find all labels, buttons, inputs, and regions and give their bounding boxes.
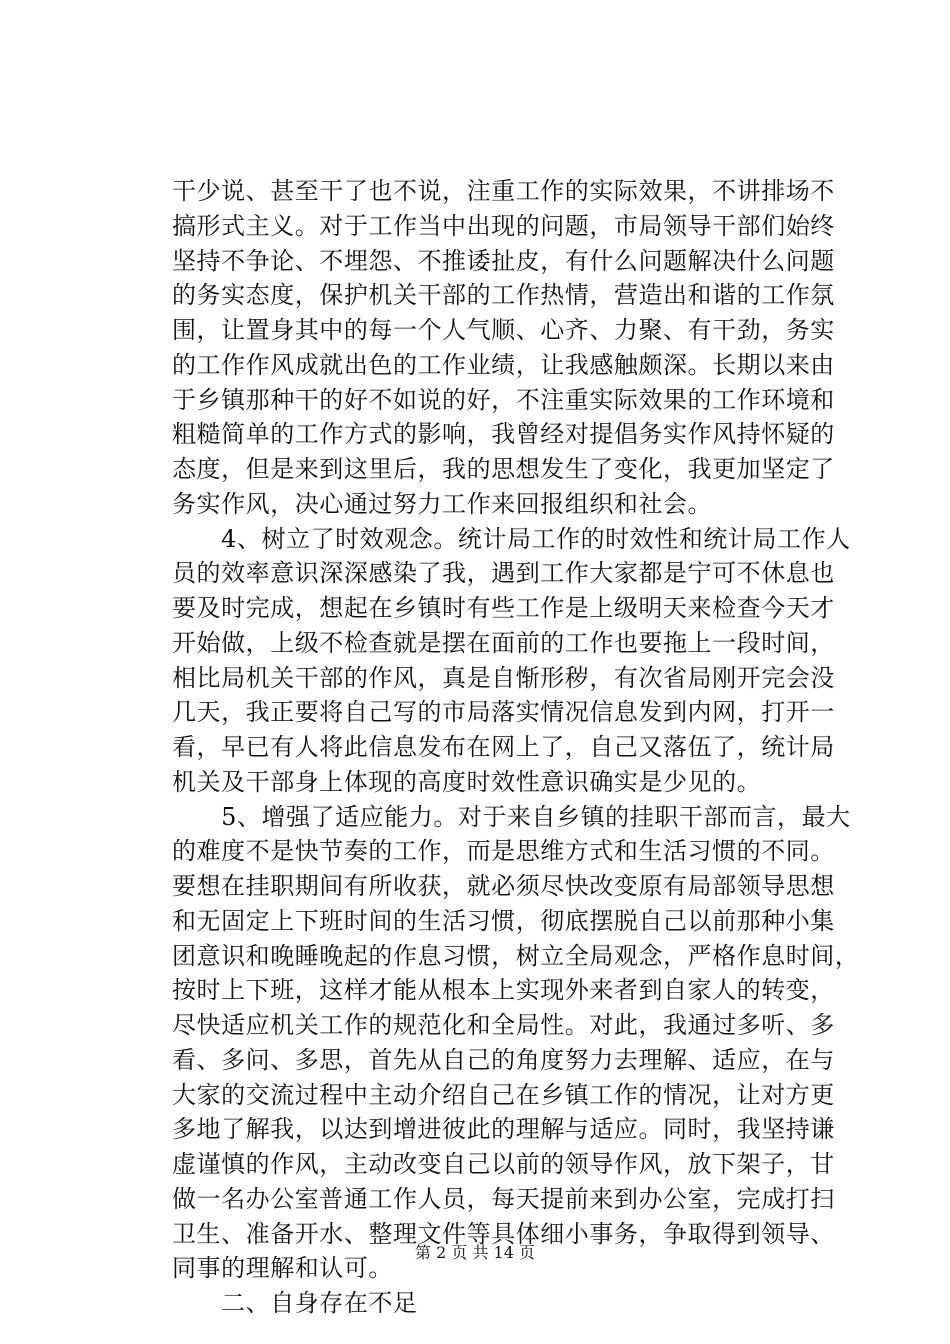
text-line: 尽快适应机关工作的规范化和全局性。对此，我通过多听、多	[172, 1011, 835, 1039]
text-line: 于乡镇那种干的好不如说的好，不注重实际效果的工作环境和	[172, 385, 835, 414]
text-line: 坚持不争论、不埋怨、不推诿扯皮，有什么问题解决什么问题	[172, 246, 835, 275]
text-line: 大家的交流过程中主动介绍自己在乡镇工作的情况，让对方更	[172, 1080, 835, 1109]
text-line: 搞形式主义。对于工作当中出现的问题，市局领导干部们始终	[172, 211, 835, 240]
text-line: 干少说、甚至干了也不说，注重工作的实际效果，不讲排场不	[172, 177, 835, 205]
text-line: 的工作作风成就出色的工作业绩，让我感触颇深。长期以来由	[172, 350, 835, 379]
text-line: 要及时完成，想起在乡镇时有些工作是上级明天来检查今天才	[172, 594, 835, 622]
text-line: 围，让置身其中的每一个人气顺、心齐、力聚、有干劲，务实	[172, 316, 835, 344]
text-line: 二、自身存在不足	[172, 1289, 418, 1317]
text-line: 务实作风，决心通过努力工作来回报组织和社会。	[172, 489, 713, 518]
text-line: 按时上下班，这样才能从根本上实现外来者到自家人的转变，	[172, 976, 835, 1005]
text-line: 5、增强了适应能力。对于来自乡镇的挂职干部而言，最大	[172, 802, 851, 831]
text-line: 要想在挂职期间有所收获，就必须尽快改变原有局部领导思想	[172, 872, 835, 900]
text-line: 团意识和晚睡晚起的作息习惯，树立全局观念，严格作息时间，	[172, 941, 860, 970]
text-line: 几天，我正要将自己写的市局落实情况信息发到内网，打开一	[172, 698, 835, 727]
text-line: 粗糙简单的工作方式的影响，我曾经对提倡务实作风持怀疑的	[172, 420, 835, 449]
text-line: 的难度不是快节奏的工作，而是思维方式和生活习惯的不同。	[172, 837, 835, 866]
text-line: 相比局机关干部的作风，真是自惭形秽，有次省局刚开完会没	[172, 663, 835, 692]
text-line: 的务实态度，保护机关干部的工作热情，营造出和谐的工作氛	[172, 281, 835, 310]
text-line: 开始做，上级不检查就是摆在面前的工作也要拖上一段时间，	[172, 628, 835, 657]
text-line: 4、树立了时效观念。统计局工作的时效性和统计局工作人	[172, 524, 851, 553]
text-line: 卫生、准备开水、整理文件等具体细小事务，争取得到领导、	[172, 1219, 835, 1248]
text-line: 看、多问、多思，首先从自己的角度努力去理解、适应，在与	[172, 1045, 835, 1074]
text-line: 同事的理解和认可。	[172, 1254, 393, 1283]
text-line: 做一名办公室普通工作人员，每天提前来到办公室，完成打扫	[172, 1184, 835, 1213]
text-line: 多地了解我，以达到增进彼此的理解与适应。同时，我坚持谦	[172, 1115, 835, 1144]
text-line: 态度，但是来到这里后，我的思想发生了变化，我更加坚定了	[172, 455, 835, 483]
text-line: 虚谨慎的作风，主动改变自己以前的领导作风，放下架子，甘	[172, 1150, 835, 1178]
text-line: 看，早已有人将此信息发布在网上了，自己又落伍了，统计局	[172, 733, 835, 761]
text-line: 机关及干部身上体现的高度时效性意识确实是少见的。	[172, 767, 762, 796]
text-line: 员的效率意识深深感染了我，遇到工作大家都是宁可不休息也	[172, 559, 835, 588]
text-line: 和无固定上下班时间的生活习惯，彻底摆脱自己以前那种小集	[172, 906, 835, 935]
page-footer: 第 2 页 共 14 页	[415, 1243, 535, 1262]
